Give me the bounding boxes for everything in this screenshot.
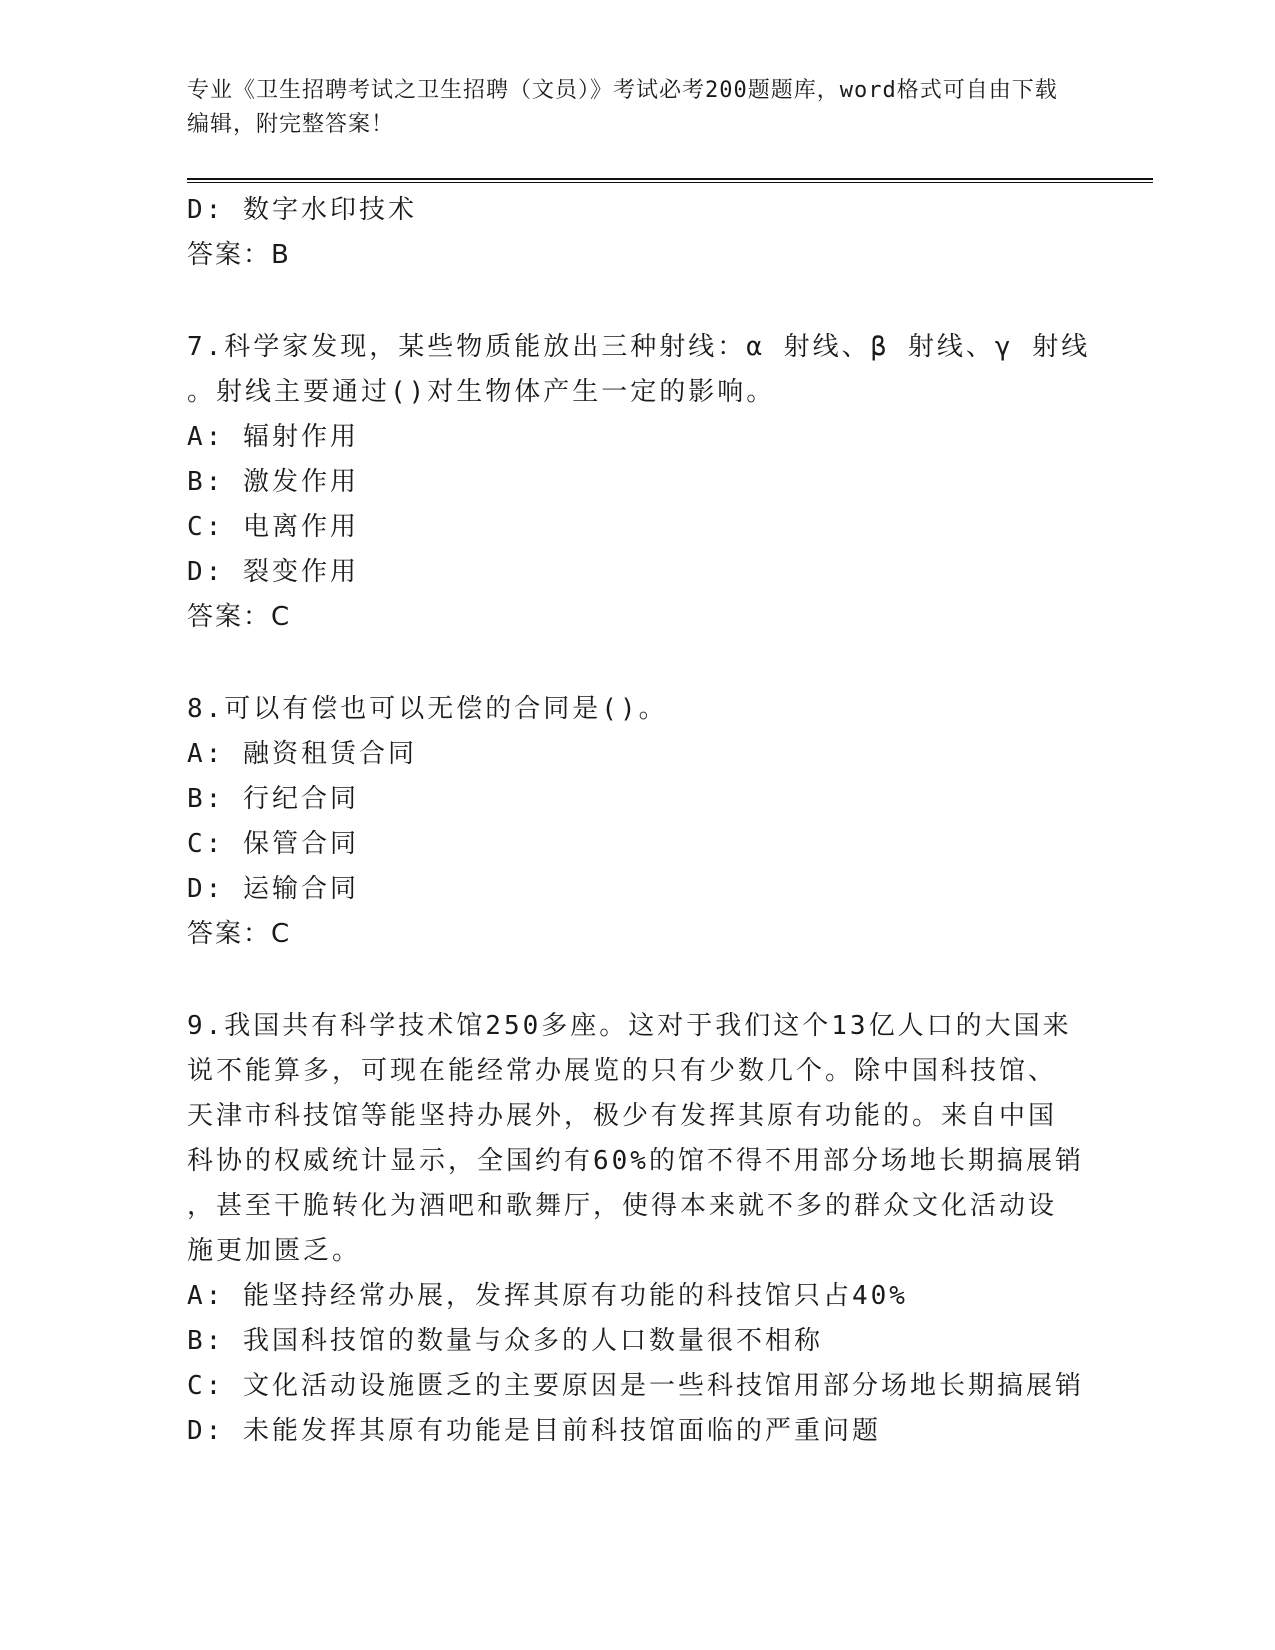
q7-option-d: D: 裂变作用 — [187, 557, 359, 587]
q9-option-a: A: 能坚持经常办展，发挥其原有功能的科技馆只占40% — [187, 1281, 908, 1311]
q9-stem-line-2: 说不能算多，可现在能经常办展览的只有少数几个。除中国科技馆、 — [187, 1056, 1058, 1086]
q9-stem-line-1: 9.我国共有科学技术馆250多座。这对于我们这个13亿人口的大国来 — [187, 1011, 1072, 1041]
q8-option-c: C: 保管合同 — [187, 829, 359, 859]
q8-option-b: B: 行纪合同 — [187, 784, 359, 814]
q9-stem-line-3: 天津市科技馆等能坚持办展外，极少有发挥其原有功能的。来自中国 — [187, 1101, 1058, 1131]
q7-option-b: B: 激发作用 — [187, 467, 359, 497]
header-divider — [187, 178, 1153, 183]
q8-answer: 答案：C — [187, 919, 292, 949]
q9-option-b: B: 我国科技馆的数量与众多的人口数量很不相称 — [187, 1326, 823, 1356]
q9-option-c: C: 文化活动设施匮乏的主要原因是一些科技馆用部分场地长期搞展销 — [187, 1371, 1084, 1401]
q8-option-a: A: 融资租赁合同 — [187, 739, 417, 769]
spacer — [187, 278, 1087, 325]
q7-stem-line-1: 7.科学家发现，某些物质能放出三种射线：α 射线、β 射线、γ 射线 — [187, 332, 1091, 362]
q9-option-d: D: 未能发挥其原有功能是目前科技馆面临的严重问题 — [187, 1416, 881, 1446]
q9-stem-line-6: 施更加匮乏。 — [187, 1236, 362, 1266]
question-9 — [187, 1004, 1087, 1454]
q8-stem-line-1: 8.可以有偿也可以无偿的合同是()。 — [187, 694, 668, 724]
spacer — [187, 957, 1087, 1004]
q7-answer: 答案：C — [187, 602, 292, 632]
q9-stem-line-4: 科协的权威统计显示，全国约有60%的馆不得不用部分场地长期搞展销 — [187, 1146, 1084, 1176]
q9-stem-line-5: ，甚至干脆转化为酒吧和歌舞厅，使得本来就不多的群众文化活动设 — [187, 1191, 1058, 1221]
question-8 — [187, 687, 1087, 957]
prev-option-d: D: 数字水印技术 — [187, 195, 417, 225]
q7-option-a: A: 辐射作用 — [187, 422, 359, 452]
document-body — [187, 188, 1091, 1454]
q7-stem-line-2: 。射线主要通过()对生物体产生一定的影响。 — [187, 377, 776, 407]
q8-option-d: D: 运输合同 — [187, 874, 359, 904]
spacer — [187, 640, 1087, 687]
prev-answer: 答案：B — [187, 240, 291, 270]
question-7 — [187, 325, 1091, 640]
document-header: 专业《卫生招聘考试之卫生招聘（文员）》考试必考200题题库，word格式可自由下载编辑，附完整答案！ — [187, 78, 1058, 137]
q7-option-c: C: 电离作用 — [187, 512, 359, 542]
